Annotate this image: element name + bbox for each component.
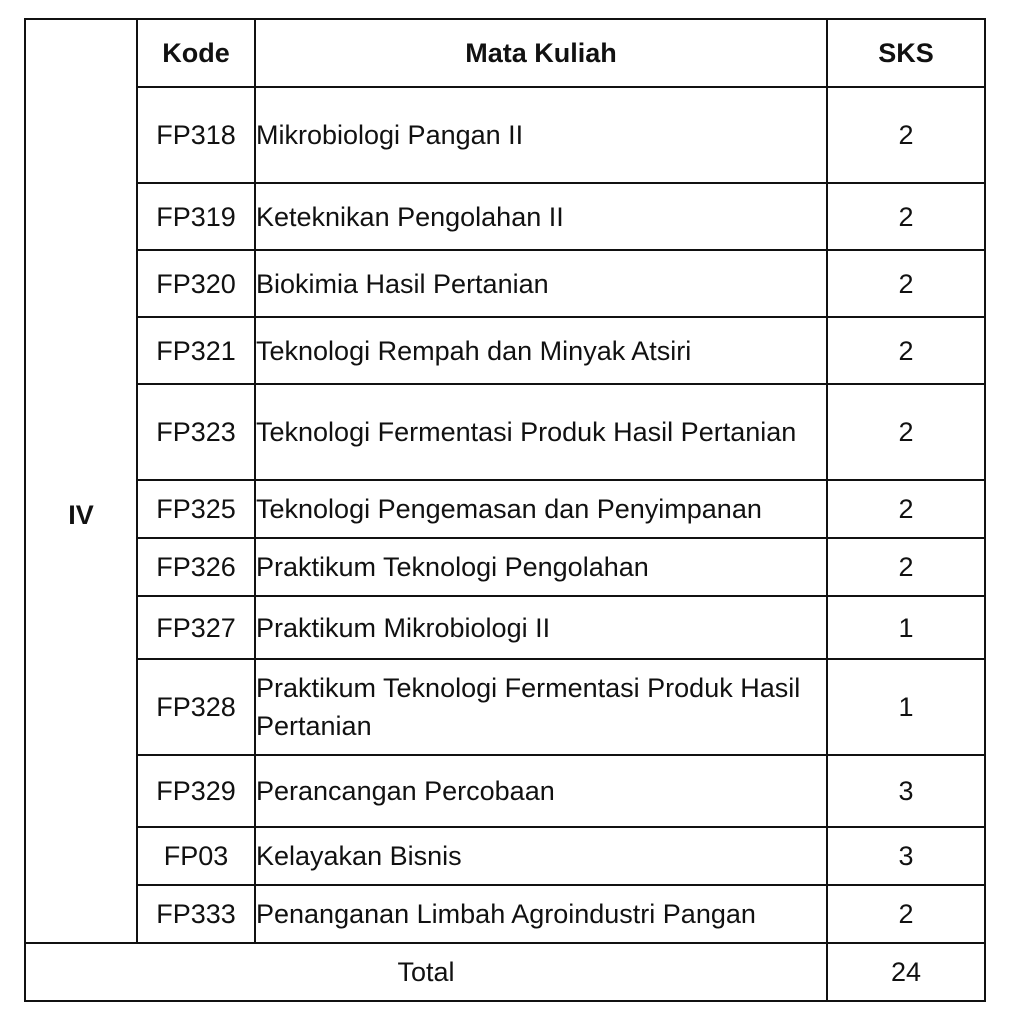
header-kode: Kode xyxy=(137,19,255,87)
course-sks: 3 xyxy=(827,827,985,885)
table-row xyxy=(25,659,985,755)
total-label: Total xyxy=(25,943,827,1001)
course-sks: 3 xyxy=(827,755,985,827)
course-name: Teknologi Rempah dan Minyak Atsiri xyxy=(255,317,827,384)
course-code: FP319 xyxy=(137,183,255,250)
course-name: Biokimia Hasil Pertanian xyxy=(255,250,827,317)
course-sks: 1 xyxy=(827,659,985,755)
total-sks: 24 xyxy=(827,943,985,1001)
course-code: FP333 xyxy=(137,885,255,943)
header-row xyxy=(25,19,985,87)
table-row xyxy=(25,538,985,596)
course-name: Kelayakan Bisnis xyxy=(255,827,827,885)
table-row xyxy=(25,384,985,480)
course-sks: 2 xyxy=(827,250,985,317)
course-code: FP320 xyxy=(137,250,255,317)
course-sks: 2 xyxy=(827,480,985,538)
header-mata-kuliah: Mata Kuliah xyxy=(255,19,827,87)
course-code: FP03 xyxy=(137,827,255,885)
table-row xyxy=(25,596,985,659)
total-row xyxy=(25,943,985,1001)
course-name: Praktikum Teknologi Fermentasi Produk Hasil Pertanian xyxy=(255,659,827,755)
course-code: FP329 xyxy=(137,755,255,827)
course-name: Keteknikan Pengolahan II xyxy=(255,183,827,250)
course-code: FP328 xyxy=(137,659,255,755)
table-row xyxy=(25,755,985,827)
table-row xyxy=(25,827,985,885)
course-code: FP327 xyxy=(137,596,255,659)
course-name: Teknologi Fermentasi Produk Hasil Pertanian xyxy=(255,384,827,480)
course-name: Teknologi Pengemasan dan Penyimpanan xyxy=(255,480,827,538)
course-name: Perancangan Percobaan xyxy=(255,755,827,827)
semester-cell: IV xyxy=(25,87,137,943)
course-table xyxy=(24,18,986,1002)
course-sks: 2 xyxy=(827,183,985,250)
table-row xyxy=(25,183,985,250)
course-name: Praktikum Teknologi Pengolahan xyxy=(255,538,827,596)
table-row xyxy=(25,87,985,183)
course-sks: 2 xyxy=(827,885,985,943)
table-row xyxy=(25,885,985,943)
course-sks: 2 xyxy=(827,384,985,480)
course-name: Penanganan Limbah Agroindustri Pangan xyxy=(255,885,827,943)
table-row xyxy=(25,480,985,538)
course-code: FP325 xyxy=(137,480,255,538)
table-row xyxy=(25,250,985,317)
course-sks: 2 xyxy=(827,538,985,596)
table-row xyxy=(25,317,985,384)
course-code: FP323 xyxy=(137,384,255,480)
course-sks: 2 xyxy=(827,87,985,183)
header-empty-cell xyxy=(25,19,137,87)
course-code: FP321 xyxy=(137,317,255,384)
course-sks: 2 xyxy=(827,317,985,384)
course-code: FP318 xyxy=(137,87,255,183)
course-code: FP326 xyxy=(137,538,255,596)
course-name: Praktikum Mikrobiologi II xyxy=(255,596,827,659)
course-name: Mikrobiologi Pangan II xyxy=(255,87,827,183)
header-sks: SKS xyxy=(827,19,985,87)
course-sks: 1 xyxy=(827,596,985,659)
